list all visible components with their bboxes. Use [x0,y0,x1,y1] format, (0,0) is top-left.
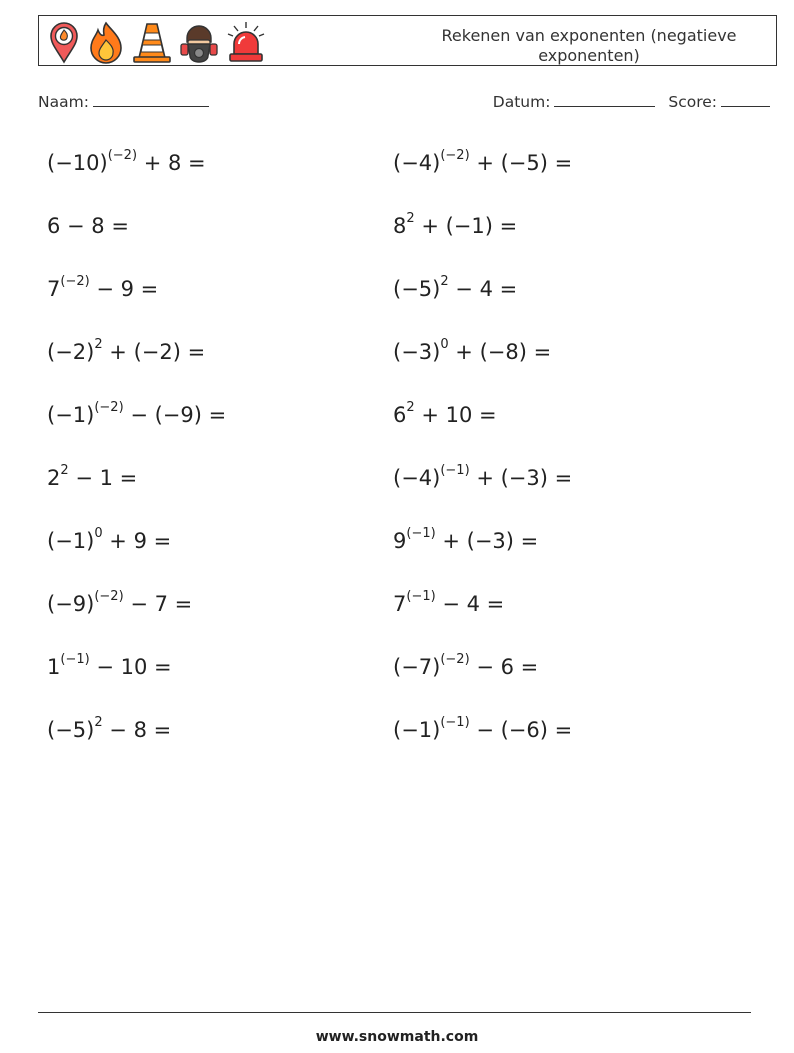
problem-base: 7 [47,277,61,301]
location-fire-icon [47,20,81,64]
problem-exponent: 0 [94,526,103,541]
problem-base: (−2) [47,340,95,364]
problem-base: 6 − 8 = [47,214,129,238]
problem-base: (−4) [393,151,441,175]
problem-exponent: 2 [94,337,103,352]
problem-base: (−3) [393,340,441,364]
siren-icon [225,20,267,64]
problem-base: (−1) [47,529,95,553]
problem-row [47,460,747,523]
problem-exponent: (−1) [406,526,436,541]
problem-rest: + (−2) = [102,340,206,364]
problem-rest: − 7 = [123,592,193,616]
problem-rest: + (−3) = [469,466,573,490]
problem-rest: − 4 = [448,277,518,301]
problem-base: (−5) [393,277,441,301]
worksheet-header [38,15,777,66]
problem-item [393,586,504,622]
problem-row [47,523,747,586]
problem-row [47,271,747,334]
gas-mask-icon [179,20,219,64]
problem-rest: − (−9) = [123,403,227,427]
problem-rest: + 8 = [137,151,206,175]
problem-row [47,397,747,460]
problem-rest: − 4 = [435,592,505,616]
date-score-fields [493,92,770,111]
problem-exponent: (−1) [406,589,436,604]
problem-base: 1 [47,655,61,679]
problem-item [393,145,572,181]
problem-row [47,208,747,271]
problem-base: (−1) [47,403,95,427]
date-label: Datum: [492,93,551,111]
problem-item [47,334,205,370]
name-field [38,92,209,111]
problem-item [393,397,497,433]
problem-item [393,649,538,685]
problem-exponent: (−2) [107,148,138,163]
problem-base: (−5) [47,718,95,742]
problem-rest: − 9 = [89,277,159,301]
flame-icon [87,20,125,64]
problem-base: (−7) [393,655,441,679]
traffic-cone-icon [131,20,173,64]
problem-rest: − 6 = [469,655,539,679]
problem-exponent: (−2) [440,148,470,163]
problem-exponent: 2 [406,400,415,415]
problem-rest: − (−6) = [469,718,573,742]
problem-row [47,712,747,775]
problem-grid [47,145,747,775]
problem-rest: + (−8) = [448,340,552,364]
problem-rest: + (−3) = [435,529,539,553]
problem-exponent: (−2) [94,400,124,415]
problem-base: (−9) [47,592,95,616]
problem-item [393,523,538,559]
problem-rest: + 10 = [414,403,497,427]
problem-item [47,145,206,181]
problem-rest: − 1 = [68,466,138,490]
problem-item [47,460,137,496]
problem-base: 8 [393,214,407,238]
name-label: Naam: [38,93,89,111]
worksheet-title: Rekenen van exponenten (negatieve exponenten) [441,26,737,65]
problem-exponent: (−1) [440,715,470,730]
problem-exponent: (−1) [440,463,470,478]
problem-item [47,712,171,748]
problem-item [47,397,226,433]
problem-rest: + 9 = [102,529,172,553]
problem-exponent: 2 [440,274,449,289]
problem-row [47,334,747,397]
problem-row [47,649,747,712]
problem-base: 2 [47,466,61,490]
problem-base: (−4) [393,466,441,490]
problem-rest: − 10 = [89,655,172,679]
problem-exponent: (−1) [60,652,90,667]
header-icons [47,19,267,65]
problem-item [393,712,572,748]
problem-base: 9 [393,529,407,553]
footer-website: www.snowmath.com [315,1029,479,1045]
problem-item [47,208,129,244]
problem-exponent: 2 [406,211,415,226]
problem-base: (−10) [47,151,108,175]
problem-item [393,334,551,370]
problem-exponent: (−2) [60,274,90,289]
problem-exponent: 2 [60,463,69,478]
problem-exponent: (−2) [440,652,470,667]
problem-item [47,586,192,622]
name-blank-line[interactable] [93,92,209,107]
problem-rest: + (−5) = [469,151,573,175]
problem-base: 7 [393,592,407,616]
footer-divider [38,1012,751,1013]
problem-row [47,145,747,208]
problem-rest: − 8 = [102,718,172,742]
score-label: Score: [668,93,717,111]
problem-base: 6 [393,403,407,427]
date-blank-line[interactable] [554,92,655,107]
problem-item [393,208,517,244]
problem-rest: + (−1) = [414,214,518,238]
problem-item [393,271,517,307]
problem-base: (−1) [393,718,441,742]
problem-exponent: 0 [440,337,449,352]
problem-row [47,586,747,649]
problem-item [393,460,572,496]
score-blank-line[interactable] [721,92,770,107]
problem-item [47,649,172,685]
problem-exponent: (−2) [94,589,124,604]
problem-item [47,271,158,307]
problem-exponent: 2 [94,715,103,730]
problem-item [47,523,171,559]
